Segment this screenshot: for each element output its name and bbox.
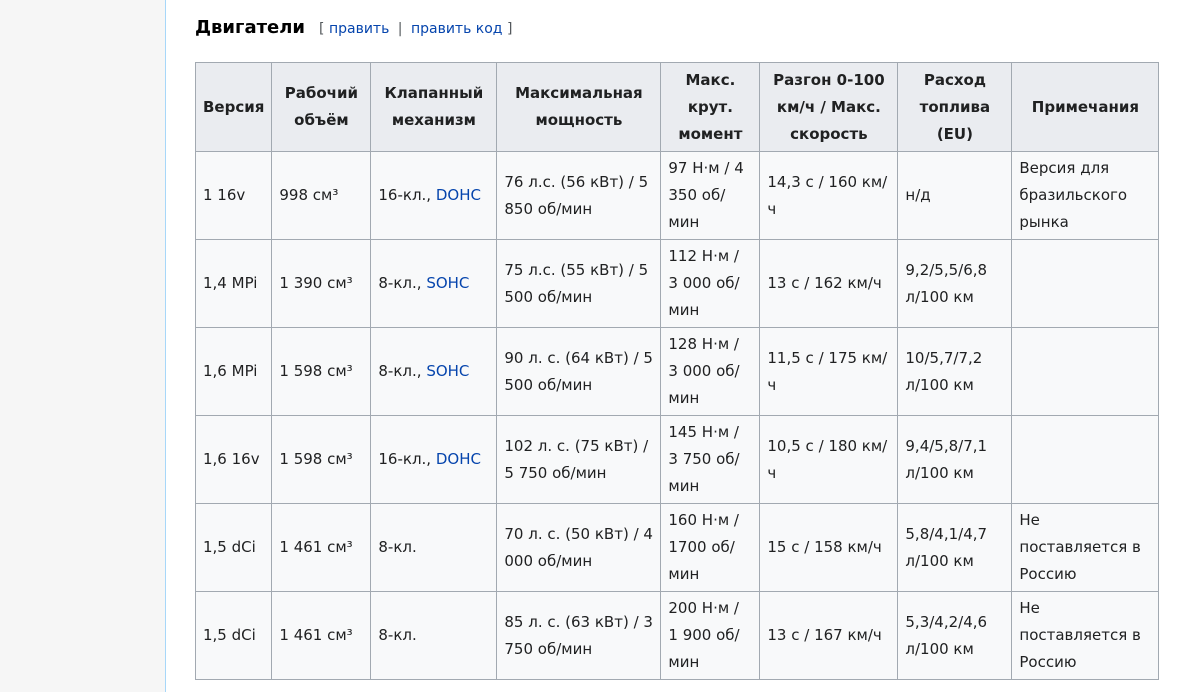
cell-notes bbox=[1012, 328, 1159, 416]
engines-table bbox=[195, 62, 1159, 680]
edit-code-link[interactable]: править код bbox=[410, 21, 503, 37]
cell-accel: 13 с / 167 км/ч bbox=[760, 592, 898, 680]
header-fuel: Расход топлива (EU) bbox=[898, 63, 1012, 152]
header-power: Максимальная мощность bbox=[497, 63, 661, 152]
table-row bbox=[196, 416, 1159, 504]
cell-torque: 160 Н·м / 1700 об/мин bbox=[661, 504, 760, 592]
edit-link[interactable]: править bbox=[328, 21, 390, 37]
header-notes: Примечания bbox=[1012, 63, 1159, 152]
cell-volume: 998 см³ bbox=[272, 152, 371, 240]
cell-volume: 1 598 см³ bbox=[272, 416, 371, 504]
cell-torque: 200 Н·м / 1 900 об/мин bbox=[661, 592, 760, 680]
cell-valve bbox=[371, 328, 497, 416]
cell-power: 85 л. с. (63 кВт) / 3 750 об/мин bbox=[497, 592, 661, 680]
edit-bracket-close: ] bbox=[506, 21, 513, 37]
table-row bbox=[196, 328, 1159, 416]
cell-valve bbox=[371, 152, 497, 240]
cell-accel: 10,5 с / 180 км/ч bbox=[760, 416, 898, 504]
section-title: Двигатели bbox=[195, 17, 306, 38]
cell-accel: 13 с / 162 км/ч bbox=[760, 240, 898, 328]
table-row bbox=[196, 592, 1159, 680]
article-content bbox=[165, 0, 1200, 692]
cell-version: 1,5 dCi bbox=[196, 504, 272, 592]
cell-fuel: 9,2/5,5/6,8 л/100 км bbox=[898, 240, 1012, 328]
valve-link-sohc[interactable]: SOHC bbox=[426, 274, 470, 292]
cell-notes bbox=[1012, 416, 1159, 504]
cell-power: 90 л. с. (64 кВт) / 5 500 об/мин bbox=[497, 328, 661, 416]
cell-notes bbox=[1012, 240, 1159, 328]
cell-fuel: 5,8/4,1/4,7 л/100 км bbox=[898, 504, 1012, 592]
cell-power: 102 л. с. (75 кВт) / 5 750 об/мин bbox=[497, 416, 661, 504]
cell-accel: 14,3 с / 160 км/ч bbox=[760, 152, 898, 240]
table-row bbox=[196, 240, 1159, 328]
cell-fuel: 10/5,7/7,2 л/100 км bbox=[898, 328, 1012, 416]
valve-text: 8-кл., bbox=[378, 274, 427, 292]
cell-version: 1 16v bbox=[196, 152, 272, 240]
cell-volume: 1 461 см³ bbox=[272, 592, 371, 680]
cell-volume: 1 461 см³ bbox=[272, 504, 371, 592]
valve-text: 16-кл., bbox=[378, 186, 436, 204]
cell-power: 70 л. с. (50 кВт) / 4 000 об/мин bbox=[497, 504, 661, 592]
cell-valve bbox=[371, 240, 497, 328]
cell-version: 1,6 MPi bbox=[196, 328, 272, 416]
edit-separator: | bbox=[397, 21, 403, 37]
table-header-row bbox=[196, 63, 1159, 152]
cell-torque: 128 Н·м / 3 000 об/мин bbox=[661, 328, 760, 416]
cell-version: 1,5 dCi bbox=[196, 592, 272, 680]
cell-version: 1,6 16v bbox=[196, 416, 272, 504]
cell-version: 1,4 MPi bbox=[196, 240, 272, 328]
cell-power: 75 л.с. (55 кВт) / 5 500 об/мин bbox=[497, 240, 661, 328]
header-accel: Разгон 0-100 км/ч / Макс. скорость bbox=[760, 63, 898, 152]
cell-torque: 145 Н·м / 3 750 об/мин bbox=[661, 416, 760, 504]
cell-valve bbox=[371, 416, 497, 504]
cell-accel: 15 с / 158 км/ч bbox=[760, 504, 898, 592]
cell-notes: Версия для бразильского рынка bbox=[1012, 152, 1159, 240]
cell-fuel: н/д bbox=[898, 152, 1012, 240]
cell-power: 76 л.с. (56 кВт) / 5 850 об/мин bbox=[497, 152, 661, 240]
valve-text: 8-кл., bbox=[378, 362, 427, 380]
cell-accel: 11,5 с / 175 км/ч bbox=[760, 328, 898, 416]
cell-valve: 8-кл. bbox=[371, 592, 497, 680]
section-heading bbox=[195, 17, 512, 38]
header-volume: Рабочий объём bbox=[272, 63, 371, 152]
header-torque: Макс. крут. момент bbox=[661, 63, 760, 152]
header-version: Версия bbox=[196, 63, 272, 152]
valve-link-sohc[interactable]: SOHC bbox=[426, 362, 470, 380]
edit-section-links bbox=[319, 21, 512, 37]
cell-torque: 112 Н·м / 3 000 об/мин bbox=[661, 240, 760, 328]
cell-volume: 1 598 см³ bbox=[272, 328, 371, 416]
cell-torque: 97 Н·м / 4 350 об/мин bbox=[661, 152, 760, 240]
cell-notes: Не поставляется в Россию bbox=[1012, 504, 1159, 592]
valve-text: 16-кл., bbox=[378, 450, 436, 468]
header-valve: Клапанный механизм bbox=[371, 63, 497, 152]
cell-fuel: 9,4/5,8/7,1 л/100 км bbox=[898, 416, 1012, 504]
edit-bracket-open: [ bbox=[319, 21, 325, 37]
cell-valve: 8-кл. bbox=[371, 504, 497, 592]
cell-volume: 1 390 см³ bbox=[272, 240, 371, 328]
cell-notes: Не поставляется в Россию bbox=[1012, 592, 1159, 680]
sidebar-strip bbox=[0, 0, 165, 692]
valve-link-dohc[interactable]: DOHC bbox=[435, 450, 481, 468]
valve-link-dohc[interactable]: DOHC bbox=[435, 186, 481, 204]
cell-fuel: 5,3/4,2/4,6 л/100 км bbox=[898, 592, 1012, 680]
table-row bbox=[196, 504, 1159, 592]
table-row bbox=[196, 152, 1159, 240]
